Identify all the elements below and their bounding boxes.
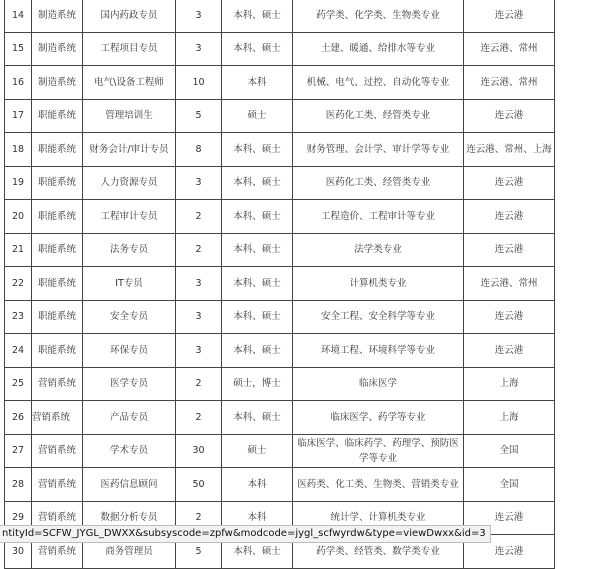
system-cell: 营销系统	[32, 434, 83, 468]
system-cell: 营销系统	[32, 367, 83, 401]
table-row	[5, 200, 555, 234]
system-cell: 职能系统	[32, 133, 83, 167]
table-row	[5, 233, 555, 267]
table-row	[5, 166, 555, 200]
education-cell: 本科、硕士	[222, 133, 293, 167]
education-cell: 本科	[222, 468, 293, 502]
headcount-cell: 8	[176, 133, 222, 167]
table-row	[5, 133, 555, 167]
education-cell: 本科、硕士	[222, 535, 293, 569]
table-row	[5, 267, 555, 301]
location-cell: 连云港、常州	[464, 32, 555, 66]
link-url-status-bar: ntityId=SCFW_JYGL_DWXX&subsyscode=zpfw&modcode=jygl_scfwyrdw&type=viewDwxx&id=3	[0, 525, 491, 543]
system-cell: 职能系统	[32, 267, 83, 301]
education-cell: 本科、硕士	[222, 300, 293, 334]
location-cell: 上海	[464, 367, 555, 401]
position-cell: 安全专员	[83, 300, 176, 334]
headcount-cell: 3	[176, 300, 222, 334]
system-cell: 营销系统	[32, 501, 83, 535]
location-cell: 连云港	[464, 233, 555, 267]
table-row	[5, 367, 555, 401]
location-cell: 连云港、常州、上海	[464, 133, 555, 167]
headcount-cell: 5	[176, 99, 222, 133]
position-cell: 产品专员	[83, 401, 176, 435]
major-cell: 临床医学	[293, 367, 464, 401]
row-number-cell: 30	[5, 535, 32, 569]
position-cell: 电气\设备工程师	[83, 66, 176, 100]
headcount-cell: 10	[176, 66, 222, 100]
system-cell: 制造系统	[32, 0, 83, 32]
system-cell: 营销系统	[32, 535, 83, 569]
headcount-cell: 50	[176, 468, 222, 502]
education-cell: 本科、硕士	[222, 0, 293, 32]
major-cell: 统计学、计算机类专业	[293, 501, 464, 535]
headcount-cell: 5	[176, 535, 222, 569]
location-cell: 全国	[464, 468, 555, 502]
row-number-cell: 29	[5, 501, 32, 535]
location-cell: 连云港	[464, 334, 555, 368]
system-cell: 制造系统	[32, 66, 83, 100]
position-cell: 工程审计专员	[83, 200, 176, 234]
major-cell: 药学类、经管类、数学类专业	[293, 535, 464, 569]
location-cell: 连云港	[464, 501, 555, 535]
position-cell: 管理培训生	[83, 99, 176, 133]
row-number-cell: 18	[5, 133, 32, 167]
position-cell: 医学专员	[83, 367, 176, 401]
education-cell: 本科、硕士	[222, 334, 293, 368]
major-cell: 临床医学、药学等专业	[293, 401, 464, 435]
location-cell: 连云港	[464, 300, 555, 334]
major-cell: 工程造价、工程审计等专业	[293, 200, 464, 234]
education-cell: 本科、硕士	[222, 401, 293, 435]
major-cell: 安全工程、安全科学等专业	[293, 300, 464, 334]
major-cell: 财务管理、会计学、审计学等专业	[293, 133, 464, 167]
location-cell: 全国	[464, 434, 555, 468]
location-cell: 上海	[464, 401, 555, 435]
row-number-cell: 15	[5, 32, 32, 66]
system-cell: 职能系统	[32, 166, 83, 200]
education-cell: 硕士	[222, 434, 293, 468]
table-row	[5, 334, 555, 368]
row-number-cell: 28	[5, 468, 32, 502]
major-cell: 机械、电气、过控、自动化等专业	[293, 66, 464, 100]
major-cell: 法学类专业	[293, 233, 464, 267]
position-cell: 工程项目专员	[83, 32, 176, 66]
table-row	[5, 434, 555, 468]
location-cell: 连云港、常州	[464, 66, 555, 100]
headcount-cell: 2	[176, 401, 222, 435]
location-cell: 连云港	[464, 99, 555, 133]
location-cell: 连云港、常州	[464, 267, 555, 301]
table-row	[5, 0, 555, 32]
recruitment-table	[4, 0, 555, 569]
location-cell: 连云港	[464, 0, 555, 32]
major-cell: 土建、暖通、给排水等专业	[293, 32, 464, 66]
headcount-cell: 2	[176, 501, 222, 535]
headcount-cell: 3	[176, 32, 222, 66]
row-number-cell: 21	[5, 233, 32, 267]
row-number-cell: 17	[5, 99, 32, 133]
position-cell: 人力资源专员	[83, 166, 176, 200]
education-cell: 硕士	[222, 99, 293, 133]
position-cell: 环保专员	[83, 334, 176, 368]
position-cell: 数据分析专员	[83, 501, 176, 535]
row-number-cell: 20	[5, 200, 32, 234]
row-number-cell: 25	[5, 367, 32, 401]
row-number-cell: 14	[5, 0, 32, 32]
headcount-cell: 3	[176, 267, 222, 301]
education-cell: 本科、硕士	[222, 200, 293, 234]
row-number-cell: 22	[5, 267, 32, 301]
row-number-cell: 24	[5, 334, 32, 368]
row-number-cell: 27	[5, 434, 32, 468]
major-cell: 医药化工类、经管类专业	[293, 166, 464, 200]
row-number-cell: 26	[5, 401, 32, 435]
row-number-cell: 23	[5, 300, 32, 334]
major-cell: 临床医学、临床药学、药理学、预防医学等专业	[293, 434, 464, 468]
major-cell: 药学类、化学类、生物类专业	[293, 0, 464, 32]
major-cell: 计算机类专业	[293, 267, 464, 301]
row-number-cell: 16	[5, 66, 32, 100]
position-cell: 学术专员	[83, 434, 176, 468]
row-number-cell: 19	[5, 166, 32, 200]
system-cell: 职能系统	[32, 99, 83, 133]
table-row	[5, 66, 555, 100]
major-cell: 环境工程、环境科学等专业	[293, 334, 464, 368]
position-cell: 国内药政专员	[83, 0, 176, 32]
location-cell: 连云港	[464, 200, 555, 234]
headcount-cell: 30	[176, 434, 222, 468]
table-row	[5, 32, 555, 66]
position-cell: IT专员	[83, 267, 176, 301]
education-cell: 本科、硕士	[222, 166, 293, 200]
major-cell: 医药类、化工类、生物类、营销类专业	[293, 468, 464, 502]
location-cell: 连云港	[464, 535, 555, 569]
system-cell: 营销系统	[32, 401, 83, 435]
headcount-cell: 2	[176, 200, 222, 234]
table-row	[5, 300, 555, 334]
table-row	[5, 468, 555, 502]
system-cell: 职能系统	[32, 334, 83, 368]
system-cell: 制造系统	[32, 32, 83, 66]
headcount-cell: 3	[176, 166, 222, 200]
system-cell: 职能系统	[32, 233, 83, 267]
position-cell: 商务管理员	[83, 535, 176, 569]
position-cell: 财务会计/审计专员	[83, 133, 176, 167]
education-cell: 本科	[222, 501, 293, 535]
system-cell: 职能系统	[32, 200, 83, 234]
system-cell: 职能系统	[32, 300, 83, 334]
table-row	[5, 99, 555, 133]
headcount-cell: 2	[176, 367, 222, 401]
position-cell: 法务专员	[83, 233, 176, 267]
position-cell: 医药信息顾问	[83, 468, 176, 502]
headcount-cell: 3	[176, 0, 222, 32]
education-cell: 本科、硕士	[222, 32, 293, 66]
headcount-cell: 3	[176, 334, 222, 368]
education-cell: 本科	[222, 66, 293, 100]
headcount-cell: 2	[176, 233, 222, 267]
education-cell: 本科、硕士	[222, 233, 293, 267]
major-cell: 医药化工类、经管类专业	[293, 99, 464, 133]
table-row	[5, 401, 555, 435]
education-cell: 硕士，博士	[222, 367, 293, 401]
location-cell: 连云港	[464, 166, 555, 200]
system-cell: 营销系统	[32, 468, 83, 502]
education-cell: 本科、硕士	[222, 267, 293, 301]
